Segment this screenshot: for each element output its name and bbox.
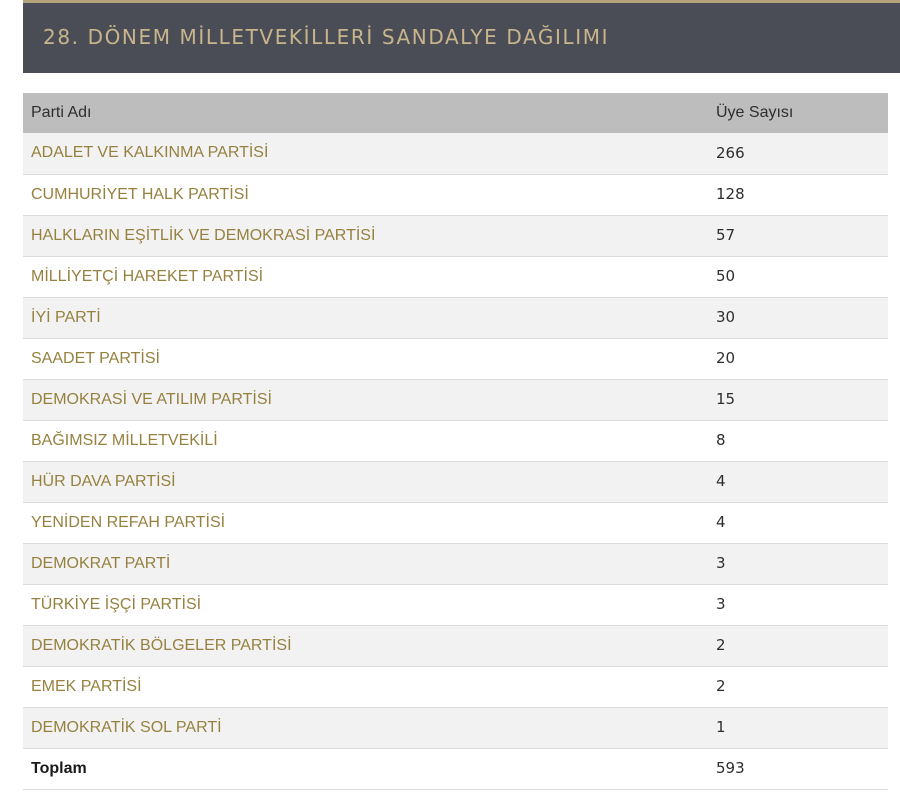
page-title: 28. DÖNEM MİLLETVEKİLLERİ SANDALYE DAĞILIMI — [43, 25, 610, 49]
member-count: 50 — [716, 267, 736, 285]
table-row — [23, 133, 888, 174]
party-link[interactable]: DEMOKRASİ VE ATILIM PARTİSİ — [31, 390, 272, 408]
member-count: 4 — [716, 513, 726, 531]
table-header-row — [23, 93, 888, 133]
table-row — [23, 379, 888, 420]
table-row — [23, 625, 888, 666]
party-link[interactable]: DEMOKRATİK SOL PARTİ — [31, 718, 222, 736]
table-row — [23, 666, 888, 707]
member-count: 266 — [716, 143, 745, 162]
party-link[interactable]: İYİ PARTİ — [31, 308, 101, 326]
column-header-member-count: Üye Sayısı — [708, 93, 888, 133]
member-count: 15 — [716, 390, 736, 408]
table-row — [23, 256, 888, 297]
table-body — [23, 133, 888, 789]
party-link[interactable]: ADALET VE KALKINMA PARTİSİ — [31, 144, 269, 162]
table-row — [23, 461, 888, 502]
member-count: 20 — [716, 349, 736, 367]
party-link[interactable]: BAĞIMSIZ MİLLETVEKİLİ — [31, 431, 218, 449]
member-count: 8 — [716, 431, 726, 449]
table-row — [23, 297, 888, 338]
table-row — [23, 215, 888, 256]
member-count: 2 — [716, 636, 726, 654]
table-row — [23, 584, 888, 625]
member-count: 3 — [716, 595, 726, 613]
table-row — [23, 338, 888, 379]
table-row — [23, 707, 888, 748]
party-link[interactable]: CUMHURİYET HALK PARTİSİ — [31, 185, 249, 203]
member-count: 57 — [716, 226, 736, 244]
party-link[interactable]: YENİDEN REFAH PARTİSİ — [31, 513, 226, 531]
member-count: 128 — [716, 185, 745, 203]
party-link[interactable]: HÜR DAVA PARTİSİ — [31, 472, 176, 490]
table-row — [23, 502, 888, 543]
party-link[interactable]: TÜRKİYE İŞÇİ PARTİSİ — [31, 595, 202, 613]
member-count: 4 — [716, 472, 726, 490]
table-row — [23, 543, 888, 584]
table-row — [23, 174, 888, 215]
table-row — [23, 420, 888, 461]
member-count: 1 — [716, 718, 726, 736]
member-count: 2 — [716, 677, 726, 695]
total-row — [23, 748, 888, 789]
column-header-party-name: Parti Adı — [23, 93, 708, 133]
member-count: 30 — [716, 308, 736, 326]
party-link[interactable]: MİLLİYETÇİ HAREKET PARTİSİ — [31, 267, 264, 285]
party-link[interactable]: EMEK PARTİSİ — [31, 677, 142, 695]
party-link[interactable]: HALKLARIN EŞİTLİK VE DEMOKRASİ PARTİSİ — [31, 226, 376, 244]
seat-distribution-table — [23, 93, 888, 790]
party-link[interactable]: DEMOKRATİK BÖLGELER PARTİSİ — [31, 636, 292, 654]
total-label: Toplam — [31, 759, 87, 777]
party-link[interactable]: DEMOKRAT PARTİ — [31, 554, 171, 572]
total-count: 593 — [716, 759, 745, 777]
header-band — [23, 0, 900, 73]
member-count: 3 — [716, 554, 726, 572]
party-link[interactable]: SAADET PARTİSİ — [31, 349, 160, 367]
